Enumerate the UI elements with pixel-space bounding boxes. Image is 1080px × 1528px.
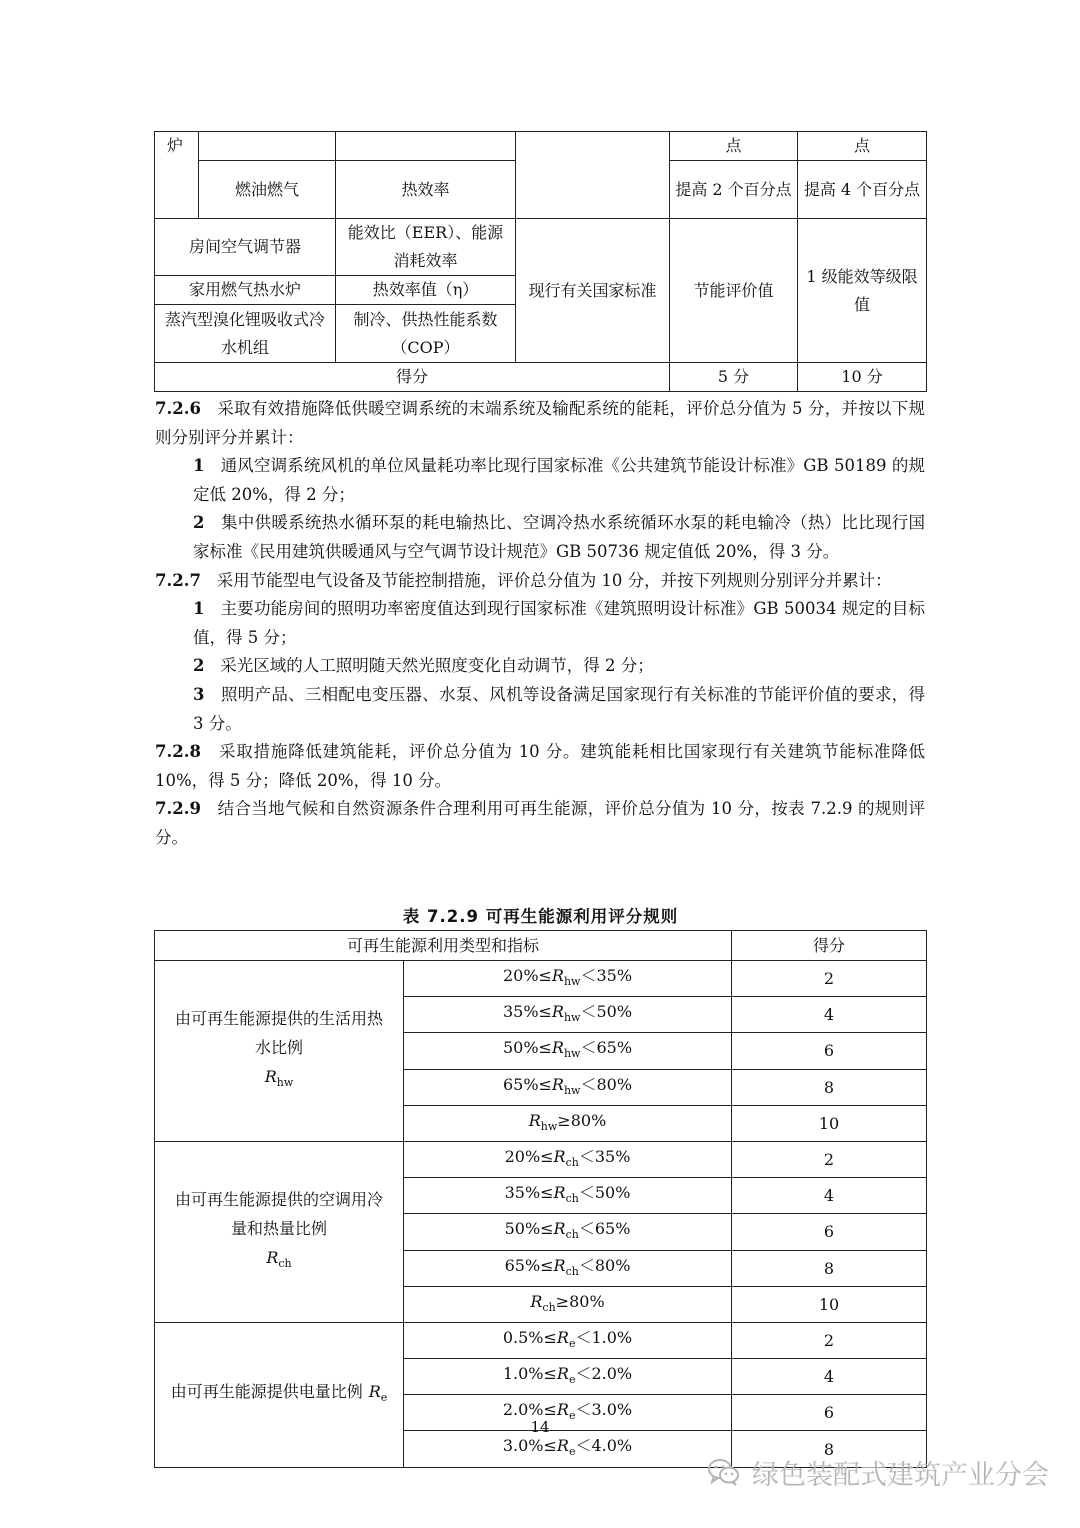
table-cell: 节能评价值 bbox=[670, 219, 798, 363]
symbol-subscript: e bbox=[568, 1445, 576, 1459]
category-cell bbox=[155, 1141, 404, 1322]
condition-upper: ＜65% bbox=[580, 1038, 633, 1058]
symbol-subscript: hw bbox=[563, 975, 581, 989]
clause-number: 7.2.7 bbox=[155, 570, 201, 590]
condition-upper: ＜4.0% bbox=[575, 1436, 633, 1456]
condition-cell bbox=[404, 1214, 732, 1250]
paragraph: 主要功能房间的照明功率密度值达到现行国家标准《建筑照明设计标准》GB 50034 规定的目标值，得 5 分； bbox=[193, 599, 925, 647]
condition-cell bbox=[404, 1322, 732, 1358]
energy-efficiency-table bbox=[154, 131, 927, 392]
table-cell: 家用燃气热水炉 bbox=[155, 276, 336, 305]
symbol-subscript: e bbox=[380, 1391, 388, 1405]
paragraph: 采光区域的人工照明随天然光照度变化自动调节，得 2 分； bbox=[220, 656, 654, 676]
table-cell: 热效率 bbox=[336, 161, 516, 219]
table-cell: 能效比（EER）、能源消耗效率 bbox=[336, 219, 516, 276]
symbol-letter: R bbox=[530, 1291, 543, 1311]
condition-lower: 1.0%≤ bbox=[502, 1364, 557, 1384]
symbol-letter: R bbox=[556, 1400, 569, 1420]
item-number: 2 bbox=[193, 656, 205, 676]
table-cell: 1 级能效等级限值 bbox=[798, 219, 927, 363]
symbol-letter: R bbox=[556, 1364, 569, 1384]
score-cell: 2 bbox=[732, 961, 927, 997]
score-cell: 8 bbox=[732, 1069, 927, 1105]
wechat-icon bbox=[706, 1454, 742, 1490]
condition-cell bbox=[404, 1033, 732, 1069]
condition-lower: 50%≤ bbox=[502, 1038, 552, 1058]
table-cell: 蒸汽型溴化锂吸收式冷水机组 bbox=[155, 305, 336, 363]
symbol-letter: R bbox=[553, 1255, 566, 1275]
symbol-letter: R bbox=[266, 1248, 279, 1268]
table-row bbox=[155, 1322, 927, 1358]
table-header-cell: 得分 bbox=[732, 931, 927, 961]
category-symbol bbox=[169, 1243, 389, 1278]
clause-text-block bbox=[155, 395, 925, 853]
condition-upper: ＜35% bbox=[578, 1146, 631, 1166]
condition-upper: ＜3.0% bbox=[575, 1400, 633, 1420]
table-cell: 提高 2 个百分点 bbox=[670, 161, 798, 219]
condition-cell bbox=[404, 1069, 732, 1105]
condition-upper: ＜1.0% bbox=[575, 1327, 633, 1347]
score-cell: 4 bbox=[732, 1359, 927, 1395]
condition-lower: 35%≤ bbox=[504, 1183, 554, 1203]
condition-lower: 20%≤ bbox=[504, 1146, 554, 1166]
condition-lower: 35%≤ bbox=[502, 1002, 552, 1022]
item-number: 3 bbox=[193, 684, 205, 704]
condition-upper: ＜80% bbox=[580, 1074, 633, 1094]
table-cell bbox=[199, 132, 336, 161]
score-cell: 4 bbox=[732, 1178, 927, 1214]
score-cell: 2 bbox=[732, 1141, 927, 1177]
paragraph: 采取措施降低建筑能耗，评价总分值为 10 分。建筑能耗相比国家现行有关建筑节能标准降低 10%，得 5 分；降低 20%，得 10 分。 bbox=[155, 742, 925, 790]
item-number: 1 bbox=[193, 599, 205, 619]
paragraph: 通风空调系统风机的单位风量耗功率比现行国家标准《公共建筑节能设计标准》GB 50189 的规定低 20%，得 2 分； bbox=[193, 456, 925, 504]
condition-lower: 65%≤ bbox=[504, 1255, 554, 1275]
table-cell: 点 bbox=[798, 132, 927, 161]
symbol-letter: R bbox=[551, 966, 564, 985]
condition-cell bbox=[404, 1359, 732, 1395]
condition-upper: ＜2.0% bbox=[575, 1364, 633, 1384]
category-symbol bbox=[169, 1062, 389, 1097]
symbol-subscript: ch bbox=[565, 1156, 579, 1170]
page-number: 14 bbox=[530, 1418, 550, 1436]
condition-upper: ≥80% bbox=[557, 1110, 607, 1130]
symbol-letter: R bbox=[553, 1146, 566, 1166]
table-row bbox=[155, 1141, 927, 1177]
symbol-letter: R bbox=[553, 1183, 566, 1203]
watermark-text: 绿色装配式建筑产业分会 bbox=[752, 1459, 1049, 1491]
condition-cell bbox=[404, 1178, 732, 1214]
condition-lower: 2.0%≤ bbox=[502, 1400, 557, 1420]
condition-lower: 65%≤ bbox=[502, 1074, 552, 1094]
condition-cell bbox=[404, 1105, 732, 1141]
symbol-letter: R bbox=[368, 1382, 381, 1402]
symbol-letter: R bbox=[551, 1002, 564, 1022]
table-cell: 得分 bbox=[155, 363, 670, 392]
symbol-subscript: ch bbox=[278, 1257, 292, 1271]
symbol-letter: R bbox=[556, 1436, 569, 1456]
condition-lower: 0.5%≤ bbox=[502, 1327, 557, 1347]
table-caption: 表 7.2.9 可再生能源利用评分规则 bbox=[402, 907, 679, 926]
condition-upper: ≥80% bbox=[555, 1291, 605, 1311]
table-cell: 炉 bbox=[155, 132, 199, 219]
category-label: 由可再生能源提供的生活用热水比例 bbox=[174, 1009, 383, 1058]
symbol-subscript: e bbox=[568, 1337, 576, 1351]
table-cell: 制冷、供热性能系数（COP） bbox=[336, 305, 516, 363]
table-header-cell: 可再生能源利用类型和指标 bbox=[155, 931, 732, 961]
score-cell: 6 bbox=[732, 1395, 927, 1431]
condition-lower: 50%≤ bbox=[504, 1219, 554, 1239]
symbol-subscript: hw bbox=[563, 1083, 581, 1097]
symbol-subscript: ch bbox=[565, 1228, 579, 1242]
condition-upper: ＜65% bbox=[578, 1219, 631, 1239]
score-cell: 6 bbox=[732, 1033, 927, 1069]
clause-number: 7.2.6 bbox=[155, 399, 201, 418]
category-symbol bbox=[368, 1382, 388, 1405]
table-cell: 提高 4 个百分点 bbox=[798, 161, 927, 219]
score-cell: 10 bbox=[732, 1286, 927, 1322]
score-cell: 8 bbox=[732, 1250, 927, 1286]
condition-upper: ＜80% bbox=[578, 1255, 631, 1275]
condition-cell bbox=[404, 1286, 732, 1322]
symbol-subscript: hw bbox=[276, 1076, 294, 1090]
table-cell: 现行有关国家标准 bbox=[516, 219, 670, 363]
condition-lower: 20%≤ bbox=[502, 966, 552, 985]
clause-number: 7.2.9 bbox=[155, 799, 201, 819]
category-cell bbox=[155, 961, 404, 1142]
symbol-letter: R bbox=[264, 1067, 277, 1087]
score-cell: 4 bbox=[732, 997, 927, 1033]
condition-cell bbox=[404, 997, 732, 1033]
clause-number: 7.2.8 bbox=[155, 742, 201, 762]
table-cell: 5 分 bbox=[670, 363, 798, 392]
renewable-energy-score-table bbox=[154, 930, 927, 1468]
condition-upper: ＜50% bbox=[578, 1183, 631, 1203]
symbol-letter: R bbox=[528, 1110, 541, 1130]
symbol-letter: R bbox=[551, 1074, 564, 1094]
category-cell bbox=[155, 1322, 404, 1467]
item-number: 2 bbox=[193, 513, 205, 533]
condition-lower: 3.0%≤ bbox=[502, 1436, 557, 1456]
paragraph: 集中供暖系统热水循环泵的耗电输热比、空调冷热水系统循环水泵的耗电输冷（热）比比现行国家标准《民用建筑供暖通风与空气调节设计规范》GB 50736 规定值低 20%，得 3 分。 bbox=[193, 513, 925, 561]
symbol-subscript: ch bbox=[565, 1192, 579, 1206]
score-cell: 6 bbox=[732, 1214, 927, 1250]
table-cell: 房间空气调节器 bbox=[155, 219, 336, 276]
table-cell bbox=[336, 132, 516, 161]
score-cell: 10 bbox=[732, 1105, 927, 1141]
condition-cell bbox=[404, 1250, 732, 1286]
condition-upper: ＜50% bbox=[580, 1002, 633, 1022]
paragraph: 采取有效措施降低供暖空调系统的末端系统及输配系统的能耗，评价总分值为 5 分，并按以下规则分别评分并累计： bbox=[155, 399, 925, 447]
condition-cell bbox=[404, 961, 732, 997]
symbol-subscript: e bbox=[568, 1373, 576, 1387]
symbol-letter: R bbox=[553, 1219, 566, 1239]
symbol-subscript: ch bbox=[565, 1264, 579, 1278]
watermark bbox=[706, 1450, 1049, 1494]
symbol-letter: R bbox=[551, 1038, 564, 1058]
table-cell: 点 bbox=[670, 132, 798, 161]
paragraph: 采用节能型电气设备及节能控制措施，评价总分值为 10 分，并按下列规则分别评分并累计： bbox=[216, 570, 892, 590]
table-cell bbox=[516, 132, 670, 219]
table-cell: 热效率值（η） bbox=[336, 276, 516, 305]
table-cell: 燃油燃气 bbox=[199, 161, 336, 219]
symbol-subscript: hw bbox=[540, 1119, 558, 1133]
symbol-subscript: ch bbox=[542, 1300, 556, 1314]
symbol-subscript: hw bbox=[563, 1011, 581, 1025]
table-row bbox=[155, 961, 927, 997]
symbol-letter: R bbox=[556, 1327, 569, 1347]
score-cell: 2 bbox=[732, 1322, 927, 1358]
condition-cell bbox=[404, 1431, 732, 1467]
table-cell: 10 分 bbox=[798, 363, 927, 392]
item-number: 1 bbox=[193, 456, 205, 476]
symbol-subscript: e bbox=[568, 1409, 576, 1423]
symbol-subscript: hw bbox=[563, 1047, 581, 1061]
score-cell: 8 bbox=[732, 1431, 927, 1467]
category-label: 由可再生能源提供电量比例 bbox=[170, 1382, 363, 1402]
condition-cell bbox=[404, 1141, 732, 1177]
condition-upper: ＜35% bbox=[580, 966, 633, 985]
paragraph: 结合当地气候和自然资源条件合理利用可再生能源，评价总分值为 10 分，按表 7.2.9 的规则评分。 bbox=[155, 799, 925, 847]
paragraph: 照明产品、三相配电变压器、水泵、风机等设备满足国家现行有关标准的节能评价值的要求，得 3 分。 bbox=[193, 684, 925, 733]
category-label: 由可再生能源提供的空调用冷量和热量比例 bbox=[174, 1190, 383, 1239]
